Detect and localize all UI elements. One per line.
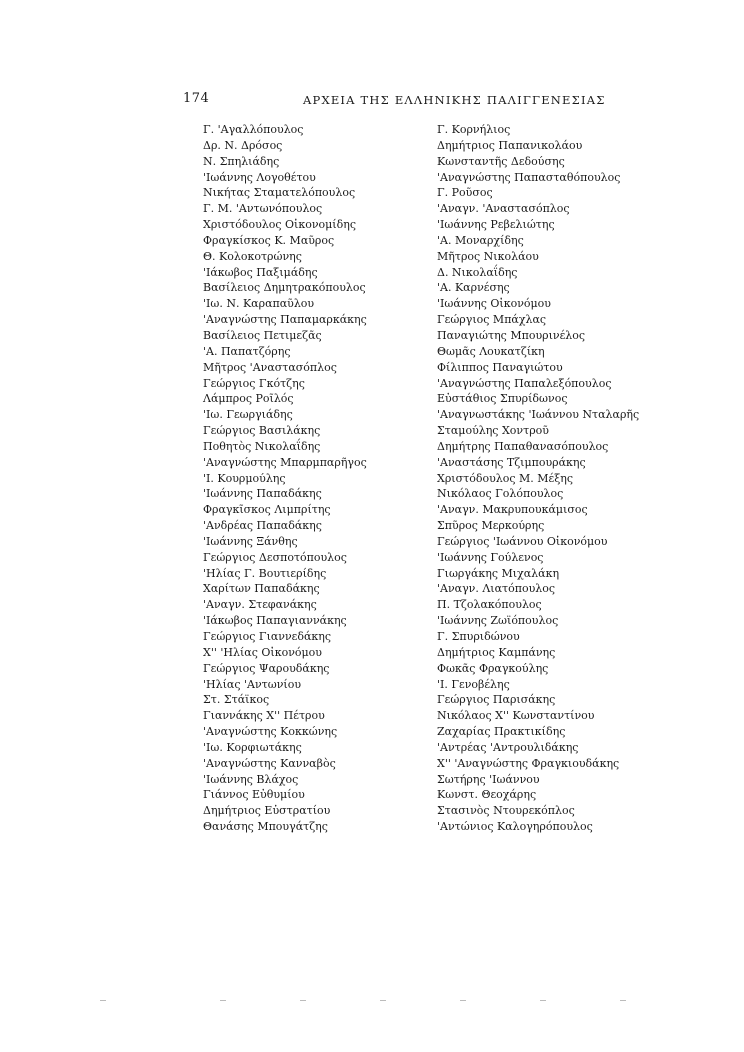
- name-entry: Νικόλαος Γολόπουλος: [437, 487, 564, 501]
- name-entry: Δημήτριος Καμπάνης: [437, 645, 556, 659]
- name-entry: Γεώργιος Ψαρουδάκης: [203, 661, 330, 675]
- name-entry: 'Ιωάννης Γούλενος: [437, 550, 544, 564]
- name-entry: Δημήτρης Παπαθανασόπουλος: [437, 439, 609, 453]
- right-name-column: [437, 122, 639, 835]
- name-entry: Γιάννος Εὐθυμίου: [203, 788, 305, 802]
- name-entry: Χριστόδουλος Οἰκονομίδης: [203, 218, 356, 232]
- name-entry: Βασίλειος Δημητρακόπουλος: [203, 281, 366, 295]
- name-entry: Χ'' 'Ηλίας Οἰκονόμου: [203, 645, 322, 659]
- name-entry: Μῆτρος Νικολάου: [437, 249, 539, 263]
- name-entry: 'Αναγν. Μακρυπουκάμισος: [437, 503, 588, 517]
- name-entry: Γεώργιος Δεσποτόπουλος: [203, 550, 347, 564]
- name-entry: Θ. Κολοκοτρώνης: [203, 249, 302, 263]
- name-entry: 'Ιωάννης Βλάχος: [203, 772, 299, 786]
- name-entry: Γ. Ροῦσος: [437, 186, 493, 200]
- name-entry: Φραγκῖσκος Λιμπρίτης: [203, 503, 331, 517]
- name-entry: 'Ιω. Γεωργιάδης: [203, 408, 293, 422]
- name-entry: 'Ιω. Κορφιωτάκης: [203, 740, 302, 754]
- name-entry: 'Αναγνώστης Παπαλεξόπουλος: [437, 376, 612, 390]
- name-entry: Ν. Σπηλιάδης: [203, 154, 280, 168]
- name-entry: Γεώργιος Μπάχλας: [437, 313, 547, 327]
- name-entry: Δ. Νικολαΐδης: [437, 265, 518, 279]
- name-entry: 'Ιάκωβος Παξιμάδης: [203, 265, 318, 279]
- name-entry: Εὐστάθιος Σπυρίδωνος: [437, 392, 568, 406]
- name-entry: Γ. Κορνήλιος: [437, 123, 511, 136]
- scan-edge-marks: [80, 1000, 680, 1002]
- name-entry: 'Ιω. Ν. Καραπαῦλου: [203, 297, 315, 311]
- page-number: 174: [183, 91, 210, 106]
- name-entry: Νικήτας Σταματελόπουλος: [203, 186, 356, 200]
- name-entry: 'Αναγνώστης Μπαρμπαρῆγος: [203, 455, 367, 469]
- name-entry: 'Ιωάννης Ξάνθης: [203, 534, 298, 548]
- name-entry: 'Ιωάννης Παπαδάκης: [203, 487, 322, 501]
- name-entry: 'Αντρέας 'Αντρουλιδάκης: [437, 740, 579, 754]
- name-entry: Χαρίτων Παπαδάκης: [203, 582, 320, 596]
- name-entry: 'Αναγνώστης Παπαμαρκάκης: [203, 313, 367, 327]
- name-entry: Ζαχαρίας Πρακτικίδης: [437, 725, 566, 739]
- name-entry: Σωτήρης 'Ιωάννου: [437, 772, 540, 786]
- name-entry: Δημήτριος Παπανικολάου: [437, 138, 583, 152]
- name-entry: Γιωργάκης Μιχαλάκη: [437, 566, 560, 580]
- name-entry: Γιαννάκης Χ'' Πέτρου: [203, 709, 325, 723]
- name-entry: 'Α. Καρνέσης: [437, 281, 510, 295]
- name-entry: Γεώργιος Γιαννεδάκης: [203, 630, 332, 643]
- name-entry: Παναγιώτης Μπουρινέλος: [437, 328, 586, 342]
- name-entry: Γεώργιος Παρισάκης: [437, 693, 556, 707]
- name-entry: 'Ανδρέας Παπαδάκης: [203, 519, 322, 533]
- left-name-column: [203, 122, 367, 835]
- name-entry: 'Αναγν. Λιατόπουλος: [437, 582, 556, 596]
- name-entry: Γ. Σπυριδώνου: [437, 630, 520, 643]
- name-entry: Θωμᾶς Λουκατζίκη: [437, 344, 545, 358]
- name-entry: Γεώργιος 'Ιωάννου Οἰκονόμου: [437, 534, 608, 548]
- name-entry: Γεώργιος Γκότζης: [203, 376, 305, 390]
- name-entry: Σπῦρος Μερκούρης: [437, 519, 545, 533]
- name-entry: 'Ιωάννης Ζωϊόπουλος: [437, 614, 559, 628]
- name-entry: Στασινὸς Ντουρεκόπλος: [437, 804, 575, 818]
- name-entry: 'Ηλίας Γ. Βουτιερίδης: [203, 566, 327, 580]
- name-entry: 'Αναγνώστης Κανναβὸς: [203, 756, 336, 770]
- name-entry: 'Αναστάσης Τζιμπουράκης: [437, 455, 586, 469]
- name-entry: 'Αναγνώστης Παπασταθόπουλος: [437, 170, 621, 184]
- name-entry: 'Αντώνιος Καλογηρόπουλος: [437, 820, 593, 834]
- name-entry: 'Α. Παπατζόρης: [203, 344, 291, 358]
- name-entry: Ποθητὸς Νικολαΐδης: [203, 439, 321, 453]
- name-entry: 'Ιάκωβος Παπαγιαννάκης: [203, 614, 347, 628]
- name-entry: 'Ιωάννης Οἰκονόμου: [437, 297, 551, 311]
- running-header-title: ΑΡΧΕΙΑ ΤΗΣ ΕΛΛΗΝΙΚΗΣ ΠΑΛΙΓΓΕΝΕΣΙΑΣ: [303, 93, 606, 107]
- name-entry: Π. Τζολακόπουλος: [437, 598, 542, 612]
- name-entry: Μῆτρος 'Αναστασόπλος: [203, 360, 337, 374]
- name-entry: 'Ι. Γενοβέλης: [437, 677, 510, 691]
- name-entry: 'Αναγνωστάκης 'Ιωάννου Νταλαρῆς: [437, 408, 640, 422]
- name-entry: Βασίλειος Πετιμεζᾶς: [203, 328, 322, 342]
- name-entry: Φραγκίσκος Κ. Μαῦρος: [203, 233, 335, 247]
- name-entry: 'Αναγνώστης Κοκκώνης: [203, 725, 338, 739]
- name-entry: Σταμούλης Χοντροῦ: [437, 424, 549, 438]
- name-entry: Γεώργιος Βασιλάκης: [203, 424, 321, 438]
- name-entry: Φωκᾶς Φραγκούλης: [437, 661, 549, 675]
- name-entry: Γ. 'Αγαλλόπουλος: [203, 123, 304, 136]
- name-entry: Λάμπρος Ροῖλός: [203, 392, 294, 406]
- name-entry: 'Ιωάννης Λογοθέτου: [203, 170, 316, 184]
- name-entry: Νικόλαος Χ'' Κωνσταντίνου: [437, 709, 595, 723]
- name-entry: Κωνστ. Θεοχάρης: [437, 788, 537, 802]
- name-entry: 'Αναγν. 'Αναστασόπλος: [437, 202, 570, 216]
- name-entry: Στ. Στάϊκος: [203, 693, 270, 707]
- name-entry: 'Ι. Κουρμούλης: [203, 471, 286, 485]
- name-entry: Φίλιππος Παναγιώτου: [437, 360, 563, 374]
- name-entry: Δρ. Ν. Δρόσος: [203, 138, 283, 152]
- name-entry: Κωνσταντῆς Δεδούσης: [437, 154, 565, 168]
- name-entry: Θανάσης Μπουγάτζης: [203, 820, 328, 834]
- name-entry: 'Α. Μοναρχίδης: [437, 233, 524, 247]
- name-entry: 'Ηλίας 'Αντωνίου: [203, 677, 302, 691]
- name-entry: Γ. Μ. 'Αντωνόπουλος: [203, 202, 323, 216]
- name-entry: 'Ιωάννης Ρεβελιώτης: [437, 218, 555, 232]
- name-entry: Δημήτριος Εὐστρατίου: [203, 804, 331, 818]
- name-entry: 'Αναγν. Στεφανάκης: [203, 598, 317, 612]
- name-entry: Χ'' 'Αναγνώστης Φραγκιουδάκης: [437, 756, 620, 770]
- name-entry: Χριστόδουλος Μ. Μέξης: [437, 471, 574, 485]
